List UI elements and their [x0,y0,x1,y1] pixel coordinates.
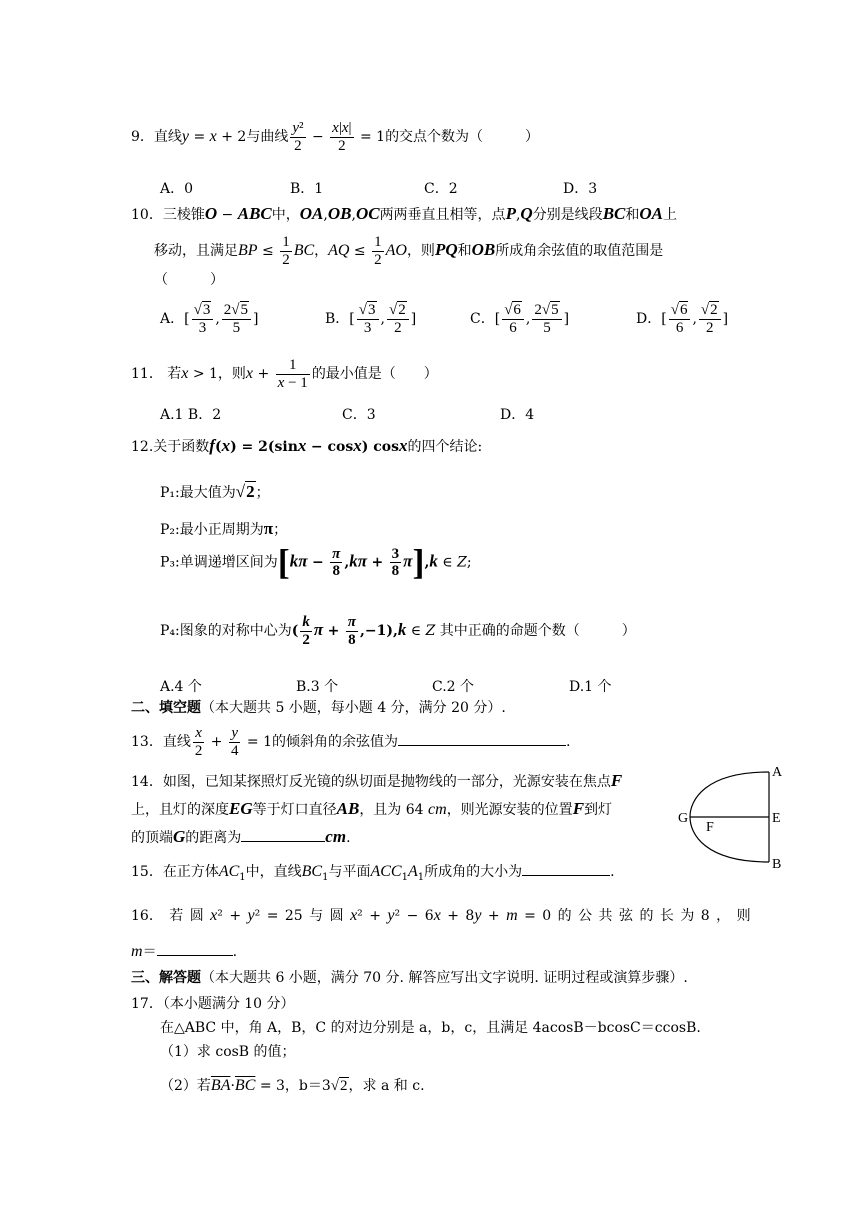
parabola-reflector-figure [670,760,800,875]
q9-mid: 与曲线 [246,129,289,145]
q11-option-c: C．3 [342,407,376,423]
answer-blank[interactable] [241,841,325,842]
answer-blank[interactable] [157,955,233,956]
question-12: 12.关于函数f(x) = 2(sinx − cosx) cosx的四个结论: [131,436,483,455]
section-3-heading: 三、解答题（本大题共 6 小题，满分 70 分. 解答应写出文字说明. 证明过程或演算步骤）. [131,970,688,986]
q10-option-b: B．[ $\frac{√3}{3}$ , $\frac{√2}{2}$ ] [325,302,417,336]
question-10-line-1: 10．三棱锥O − ABC中，OA,OB,OC两两垂直且相等，点P,Q分别是线段BC和OA上 [131,204,677,223]
label-b: B [772,857,782,872]
q10-option-d: D．[ $\frac{√6}{6}$ , $\frac{√2}{2}$ ] [636,302,729,336]
q12-option-d: D.1 个 [569,679,612,695]
question-14-line-3: 的顶端G的距离为 cm. [131,827,351,846]
q10-option-c: C．[ $\frac{√6}{6}$ , $\frac{2√5}{5}$ ] [470,302,570,336]
q9-option-a: A．0 [160,181,194,197]
label-e: E [772,811,781,826]
question-17-part-1: （1）求 cosB 的值； [160,1044,296,1060]
answer-blank[interactable] [398,745,566,746]
question-15: 15．在正方体$AC_1$中，直线$BC_1$与平面$ACC_1A_1$所成角的大小为 . [131,863,615,883]
question-10-line-3: （ ） [154,272,224,288]
question-16-line-1: 16． 若 圆 x² + y² = 25 与 圆 x² + y² − 6x + 8y + m = 0 的 公 共 弦 的 长 为 8 ， 则 [131,907,751,924]
q12-p4: P₄:图象的对称中心为( $\frac{k}{2}$ π + $\frac{\pi}{8}$ ,−1),k ∈ Z 其中正确的命题个数（ ） [160,614,636,648]
q11-option-ab: A.1 B．2 [160,407,222,423]
label-a: A [772,765,783,780]
q12-option-b: B.3 个 [296,679,339,695]
q9-option-b: B．1 [290,181,324,197]
question-11: 11． 若x > 1，则x + $\frac{1}{x - 1}$ 的最小值是（ ） [131,357,438,391]
question-14-line-1: 14．如图，已知某探照灯反光镜的纵切面是抛物线的一部分，光源安装在焦点F [131,771,623,790]
answer-blank[interactable] [522,875,610,876]
q10-option-a: A．[ $\frac{√3}{3}$ , $\frac{2√5}{5}$ ] [160,302,259,336]
q11-option-d: D．4 [500,407,535,423]
q12-p1: P₁:最大值为√2； [160,482,270,501]
question-17-part-2: （2）若$\overline{BA}\cdot\overline{BC} = 3$，b＝3√2，求 a 和 c. [160,1077,425,1094]
q9-option-c: C．2 [424,181,458,197]
section-2-heading: 二、填空题（本大题共 5 小题，每小题 4 分，满分 20 分）. [131,700,506,716]
q9-end: 的交点个数为（ ） [385,129,540,145]
question-9: 9．直线y = x + 2与曲线 $\frac{\text{y²}}{2}$ − $\frac{x|x|}{2}$ = 1的交点个数为（ ） [131,120,540,154]
q9-lead: 9．直线 [131,129,182,145]
question-13: 13．直线 $\frac{x}{2}$ + $\frac{y}{4}$ = 1的倾斜角的余弦值为 . [131,725,571,759]
label-g: G [678,811,689,826]
question-17-statement: 在△ABC 中，角 A，B，C 的对边分别是 a，b，c，且满足 4acosB－bcosC＝ccosB. [160,1020,701,1036]
label-f: F [706,820,714,835]
question-17-heading: 17．（本小题满分 10 分） [131,996,295,1012]
question-14-line-2: 上，且灯的深度EG等于灯口直径AB，且为 64 cm，则光源安装的位置F到灯 [131,799,613,818]
q12-p2: P₂:最小正周期为π； [160,519,288,538]
question-10-line-2: 移动，且满足BP ≤ $\frac{1}{2}$ BC，AQ ≤ $\frac{1}{2}$ AO，则PQ和OB所成角余弦值的取值范围是 [154,234,664,268]
question-16-line-2: m＝ . [131,943,238,960]
q12-option-a: A.4 个 [160,679,202,695]
q12-p3: P₃:单调递增区间为[kπ − $\frac{\pi}{8}$ ,kπ + $\frac{3}{8}$ π],k ∈ Z; [160,542,472,582]
q9-option-d: D．3 [563,181,598,197]
q12-option-c: C.2 个 [432,679,475,695]
